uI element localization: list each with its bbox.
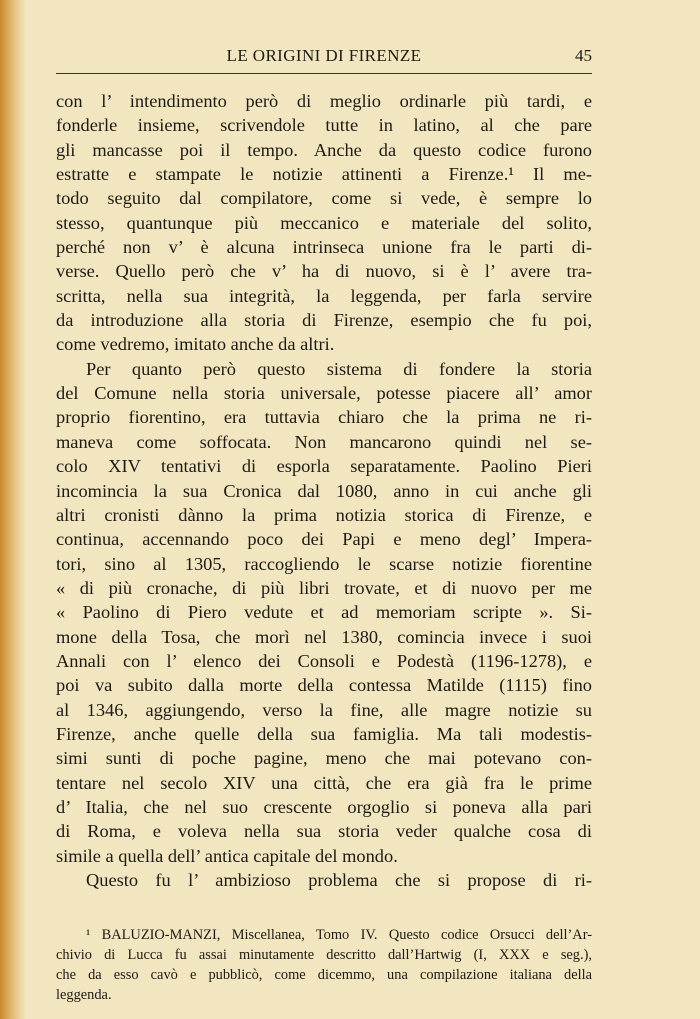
text-line: con l’ intendimento però di meglio ordinarle più tardi, e [56, 91, 592, 111]
text-line: di Roma, e voleva nella sua storia veder qualche cosa di [56, 821, 592, 842]
footnote-line: chivio di Lucca fu assai minutamente descritto dall’Hartwig (I, XXX e seg.), [56, 947, 592, 963]
text-line: al 1346, aggiungendo, verso la fine, alle magre notizie su [56, 699, 592, 720]
text-line: mone della Tosa, che morì nel 1380, comincia invece i suoi [56, 626, 592, 647]
text-line: estratte e stampate le notizie attinenti a Firenze.¹ Il me- [56, 164, 592, 185]
text-line: Annali con l’ elenco dei Consoli e Podestà (1196-1278), e [56, 650, 592, 671]
page-number: 45 [575, 46, 592, 65]
text-line: scritta, nella sua integrità, la leggenda, per farla servire [56, 285, 592, 306]
text-line: verse. Quello però che v’ ha di nuovo, si è l’ avere tra- [56, 261, 592, 282]
text-line: stesso, quantunque più meccanico e materiale del solito, [56, 212, 592, 233]
running-title: LE ORIGINI DI FIRENZE [226, 46, 422, 65]
running-head [56, 46, 592, 72]
text-line: d’ Italia, che nel suo crescente orgoglio si poneva alla pari [56, 796, 592, 817]
footnote-line: ¹ BALUZIO-MANZI, Miscellanea, Tomo IV. Questo codice Orsucci dell’Ar- [86, 927, 592, 943]
text-line: Firenze, anche quelle della sua famiglia. Ma tali modestis- [56, 723, 592, 744]
text-line: simi sunti di poche pagine, meno che mai potevano con- [56, 748, 592, 769]
text-line: « di più cronache, di più libri trovate, et di nuovo per me [56, 577, 592, 598]
text-line: tori, sino al 1305, raccogliendo le scarse notizie fiorentine [56, 553, 592, 574]
text-line: perché non v’ è alcuna intrinseca unione fra le parti di- [56, 237, 592, 258]
text-line: come vedremo, imitato anche da altri. [56, 334, 335, 355]
text-line: gli mancasse poi il tempo. Anche da questo codice furono [56, 139, 592, 160]
text-line: Per quanto però questo sistema di fondere la storia [86, 358, 592, 379]
text-line: poi va subito dalla morte della contessa Matilde (1115) fino [56, 675, 592, 696]
footnote-line: leggenda. [56, 987, 112, 1003]
text-line: incomincia la sua Cronica dal 1080, anno in cui anche gli [56, 480, 592, 501]
text-line: « Paolino di Piero vedute et ad memoriam scripte ». Si- [56, 602, 592, 623]
text-line: tentare nel secolo XIV una città, che era già fra le prime [56, 772, 592, 793]
text-line: maneva come soffocata. Non mancarono quindi nel se- [56, 431, 592, 452]
text-line: simile a quella dell’ antica capitale del mondo. [56, 845, 398, 866]
text-line: todo seguito dal compilatore, come si vede, è sempre lo [56, 188, 592, 209]
text-line: del Comune nella storia universale, potesse piacere all’ amor [56, 383, 592, 404]
text-line: altri cronisti dànno la prima notizia storica di Firenze, e [56, 504, 592, 525]
text-line: proprio fiorentino, era tuttavia chiaro che la prima ne ri- [56, 407, 592, 428]
header-rule [56, 73, 592, 74]
footnote-line: che da esso cavò e pubblicò, come dicemmo, una compilazione italiana della [56, 967, 592, 983]
text-line: colo XIV tentativi di esporla separatamente. Paolino Pieri [56, 456, 592, 477]
body-text [56, 89, 592, 892]
text-line: continua, accennando poco dei Papi e meno degl’ Impera- [56, 529, 592, 550]
text-line: fonderle insieme, scrivendole tutte in latino, al che pare [56, 115, 592, 136]
text-line: da introduzione alla storia di Firenze, esempio che fu poi, [56, 310, 592, 331]
page-edge-shading [0, 0, 26, 1019]
footnote [56, 925, 592, 1005]
text-line: Questo fu l’ ambizioso problema che si propose di ri- [86, 870, 592, 890]
